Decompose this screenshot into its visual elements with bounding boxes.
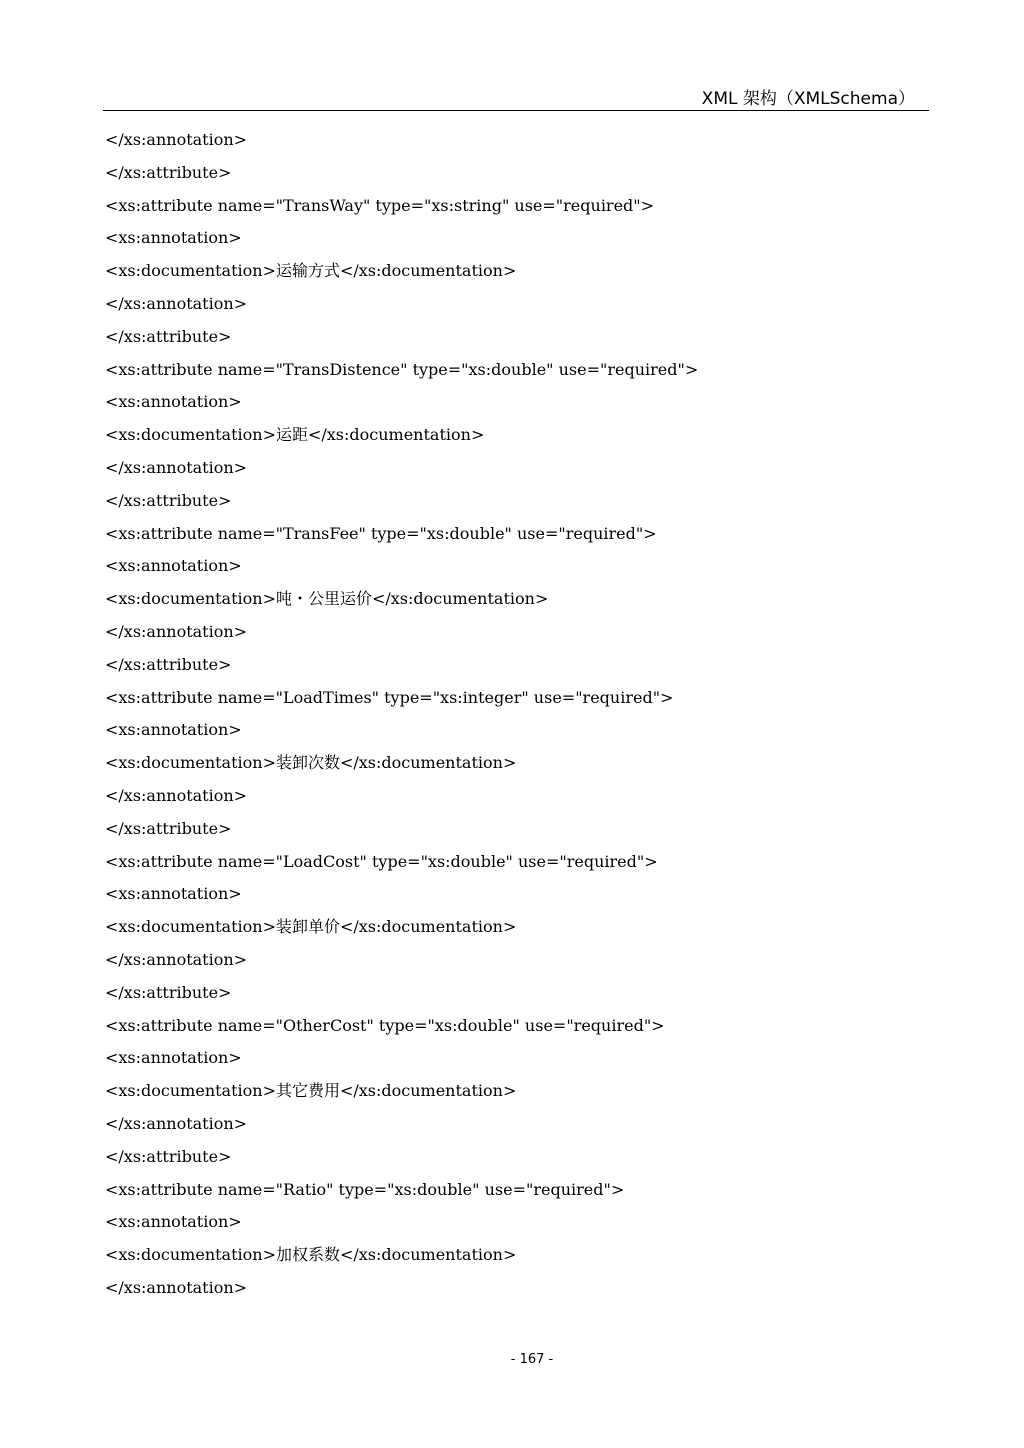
code-line: <xs:annotation>	[105, 392, 242, 412]
code-line: </xs:annotation>	[105, 949, 248, 969]
code-line: </xs:attribute>	[105, 818, 232, 838]
code-line: </xs:annotation>	[105, 293, 248, 313]
code-line: <xs:documentation>吨・公里运价</xs:documentation>	[105, 589, 549, 609]
code-line: <xs:documentation>装卸单价</xs:documentation>	[105, 917, 517, 937]
code-listing	[105, 124, 925, 1305]
code-line: <xs:annotation>	[105, 720, 242, 740]
page-header	[103, 82, 929, 111]
code-line: <xs:attribute name="TransFee" type="xs:double" use="required">	[105, 523, 657, 543]
code-line: </xs:annotation>	[105, 130, 248, 149]
code-line: <xs:annotation>	[105, 556, 242, 576]
page-number: - 167 -	[510, 1352, 554, 1367]
code-line: <xs:documentation>其它费用</xs:documentation>	[105, 1081, 517, 1101]
header-title: XML 架构（XMLSchema）	[701, 89, 915, 109]
code-line: </xs:annotation>	[105, 621, 248, 641]
code-line: </xs:attribute>	[105, 162, 232, 182]
code-line: </xs:attribute>	[105, 654, 232, 674]
code-line: </xs:attribute>	[105, 982, 232, 1002]
code-line: <xs:documentation>装卸次数</xs:documentation>	[105, 753, 517, 773]
code-line: <xs:annotation>	[105, 228, 242, 248]
code-line: <xs:documentation>加权系数</xs:documentation>	[105, 1245, 517, 1265]
code-line: </xs:annotation>	[105, 785, 248, 805]
code-line: </xs:annotation>	[105, 1113, 248, 1133]
code-line: <xs:annotation>	[105, 1212, 242, 1232]
code-line: </xs:attribute>	[105, 326, 232, 346]
code-line: <xs:annotation>	[105, 1048, 242, 1068]
code-line: <xs:attribute name="OtherCost" type="xs:double" use="required">	[105, 1015, 665, 1035]
code-line: <xs:attribute name="TransDistence" type="xs:double" use="required">	[105, 359, 699, 379]
code-line: <xs:annotation>	[105, 884, 242, 904]
code-line: <xs:attribute name="Ratio" type="xs:double" use="required">	[105, 1179, 625, 1199]
code-line: </xs:annotation>	[105, 457, 248, 477]
code-line: </xs:attribute>	[105, 1146, 232, 1166]
code-line: </xs:attribute>	[105, 490, 232, 510]
code-line: <xs:attribute name="TransWay" type="xs:string" use="required">	[105, 195, 655, 215]
code-line: <xs:documentation>运距</xs:documentation>	[105, 425, 485, 445]
code-line: </xs:annotation>	[105, 1277, 248, 1297]
code-line: <xs:documentation>运输方式</xs:documentation>	[105, 261, 517, 281]
code-line: <xs:attribute name="LoadCost" type="xs:double" use="required">	[105, 851, 658, 871]
code-line: <xs:attribute name="LoadTimes" type="xs:integer" use="required">	[105, 687, 674, 707]
